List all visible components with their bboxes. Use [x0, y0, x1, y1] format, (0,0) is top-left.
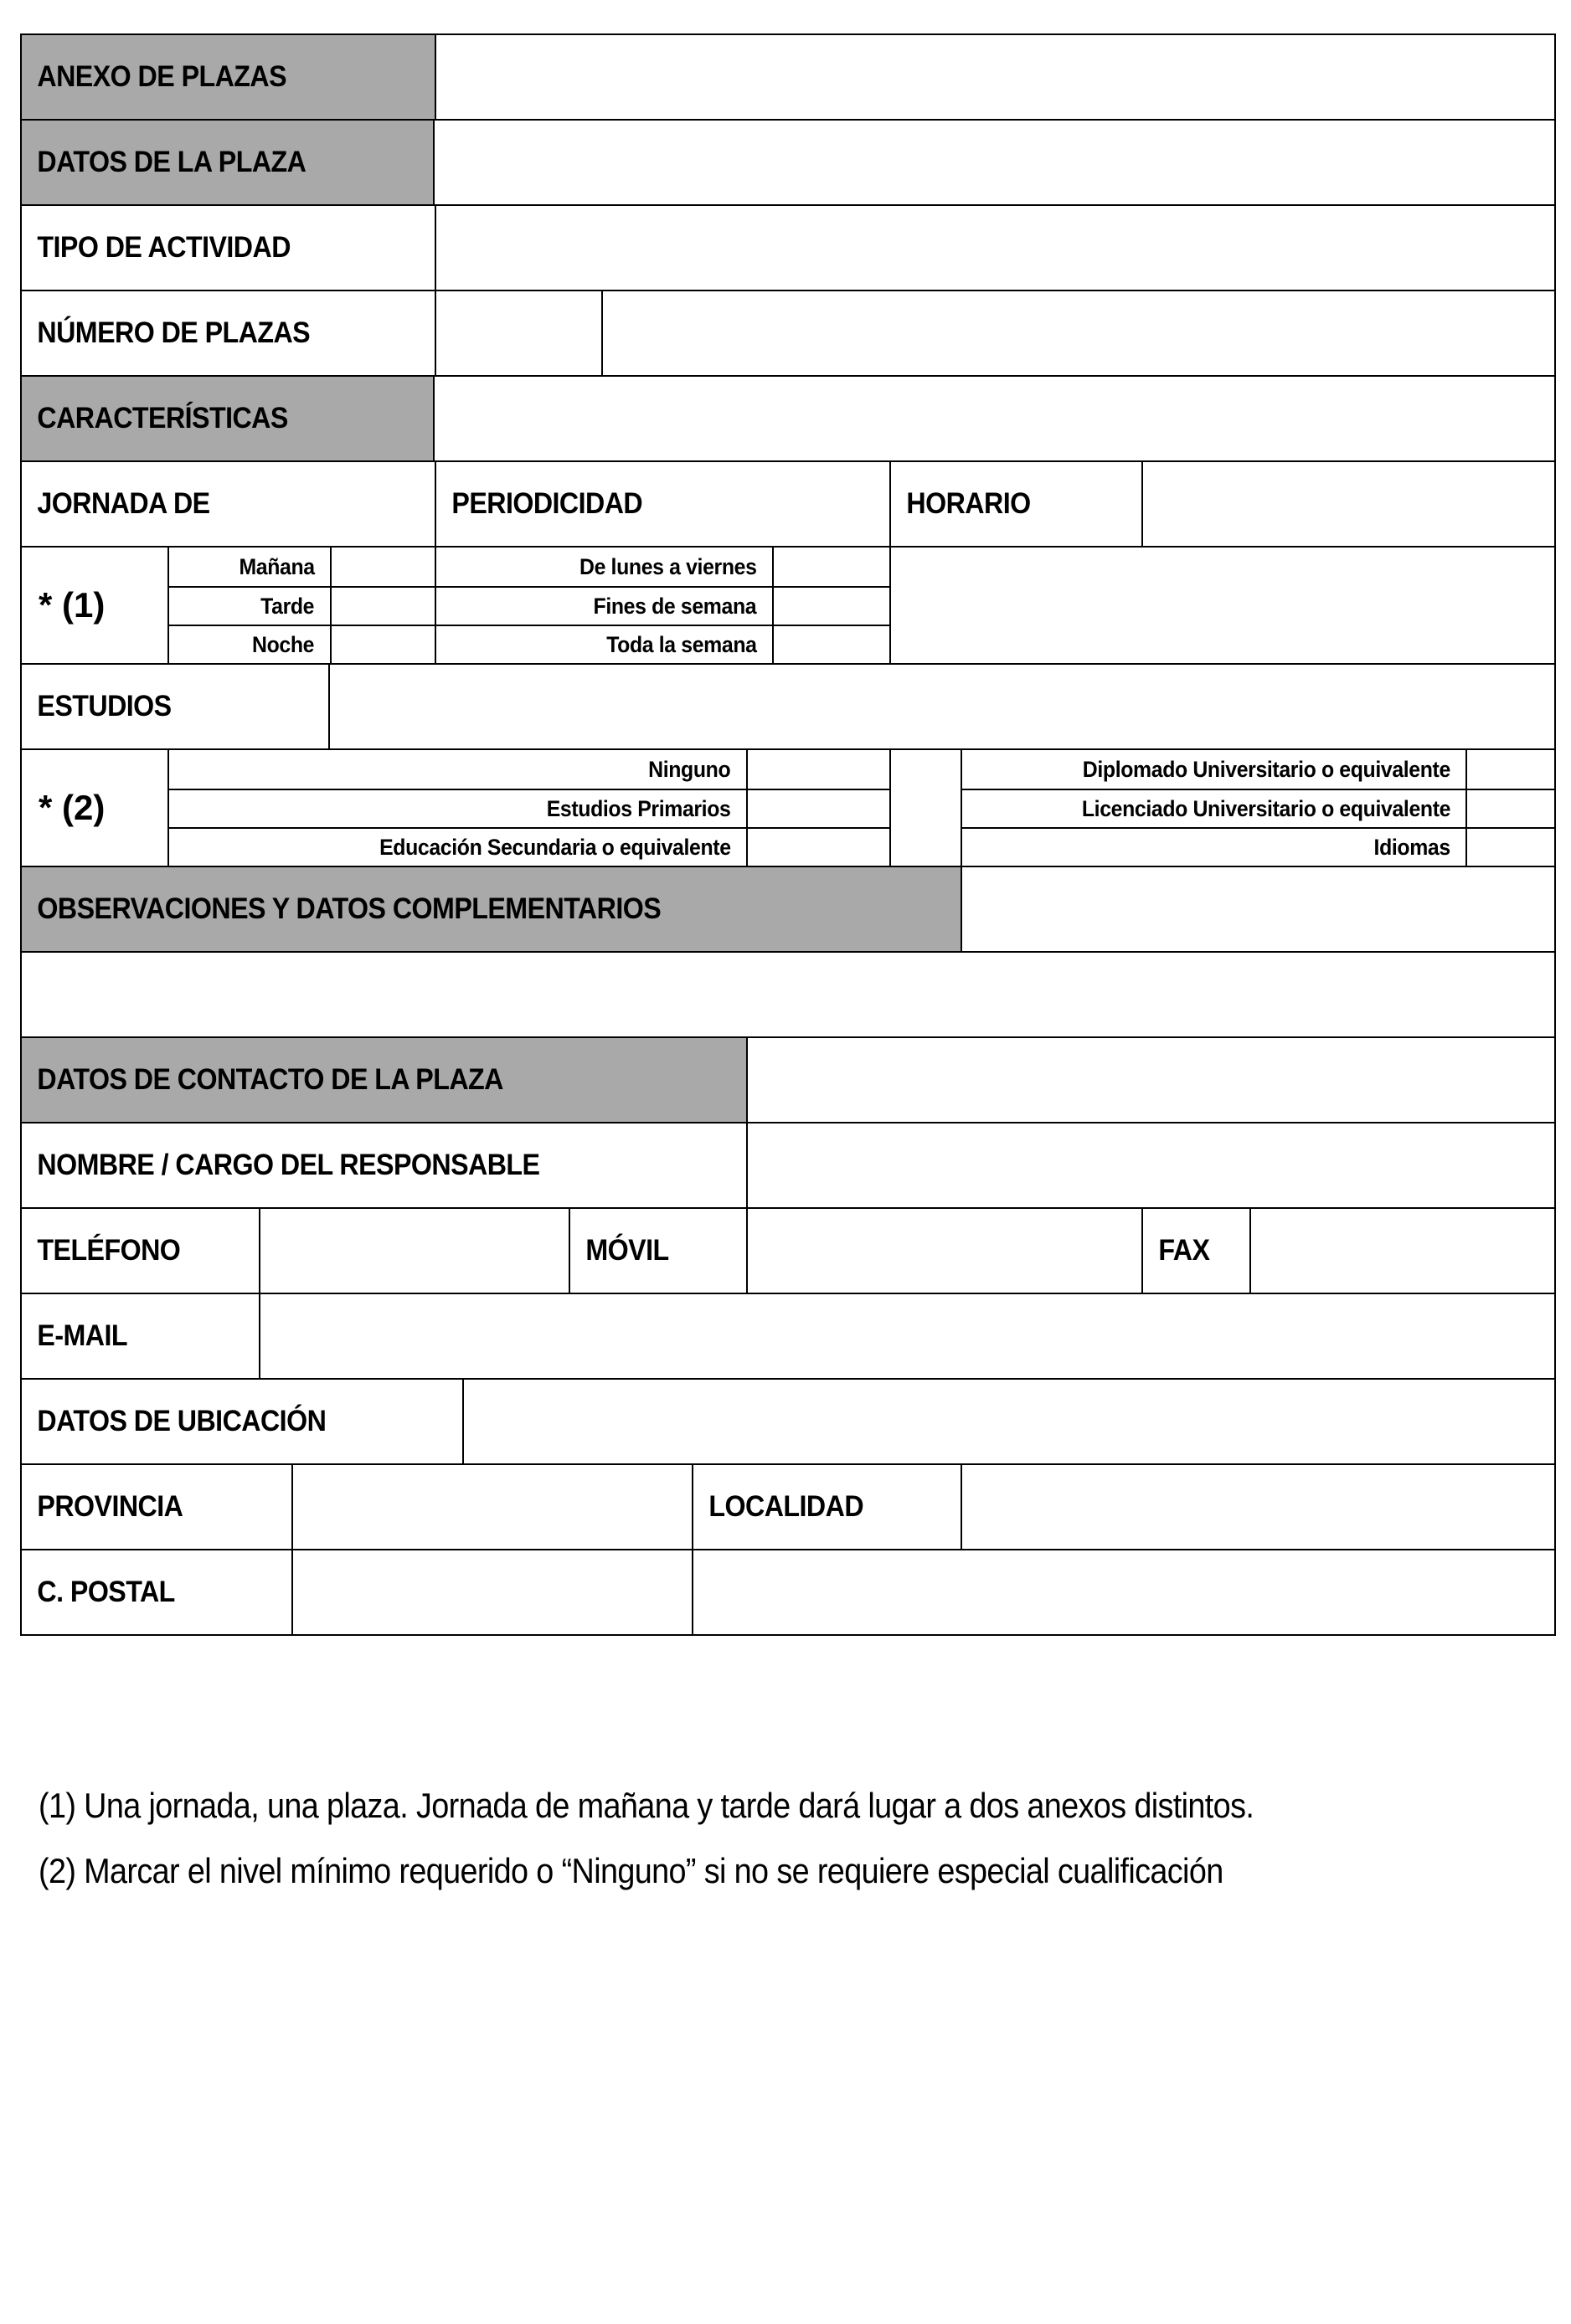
estudios-option-licenciado: [961, 789, 1467, 829]
estudios-option-label: Idiomas: [1373, 834, 1450, 860]
movil-field[interactable]: [746, 1207, 1143, 1294]
horario-label: HORARIO: [906, 487, 1031, 520]
anexo-de-plazas-field[interactable]: [435, 33, 1556, 121]
estudios-option-label: Ninguno: [648, 756, 731, 782]
periodicidad-toda-semana-checkbox[interactable]: [772, 625, 891, 665]
movil-cell: [569, 1207, 748, 1294]
jornada-de-label: JORNADA DE: [37, 487, 210, 520]
observaciones-side-field[interactable]: [961, 866, 1556, 953]
anexo-de-plazas-header: [20, 33, 436, 121]
jornada-de-cell: [20, 460, 436, 548]
jornada-option-label: Tarde: [260, 593, 315, 619]
c-postal-label: C. POSTAL: [37, 1576, 175, 1608]
footnote-1: (1) Una jornada, una plaza. Jornada de mañana y tarde dará lugar a dos anexos distintos.: [39, 1786, 1254, 1825]
estudios-option-primarios: [167, 789, 748, 829]
estudios-cell: [20, 663, 330, 750]
footnotes: [39, 1773, 1529, 1904]
observaciones-header: [20, 866, 962, 953]
estudios-option-diplomado: [961, 748, 1467, 790]
ref2-marker: * (2): [39, 788, 106, 827]
localidad-field[interactable]: [961, 1463, 1556, 1550]
ref1-cell: [20, 546, 169, 665]
datos-ubicacion-cell: [20, 1378, 464, 1465]
nombre-cargo-cell: [20, 1122, 748, 1209]
c-postal-cell: [20, 1549, 293, 1636]
footnote-2: (2) Marcar el nivel mínimo requerido o “Ninguno” si no se requiere especial cualificación: [39, 1851, 1223, 1890]
estudios-option-label: Estudios Primarios: [546, 795, 731, 821]
nombre-cargo-field[interactable]: [746, 1122, 1556, 1209]
jornada-noche-checkbox[interactable]: [330, 625, 436, 665]
ref2-cell: [20, 748, 169, 867]
datos-ubicacion-field[interactable]: [462, 1378, 1556, 1465]
tipo-de-actividad-cell: [20, 204, 436, 291]
estudios-option-label: Diplomado Universitario o equivalente: [1082, 756, 1450, 782]
datos-de-la-plaza-header: [20, 119, 435, 206]
fax-cell: [1141, 1207, 1251, 1294]
jornada-option-noche: [167, 625, 332, 665]
horario-field[interactable]: [1141, 460, 1556, 548]
caracteristicas-header: [20, 375, 435, 462]
periodicidad-fines-semana-checkbox[interactable]: [772, 586, 891, 626]
estudios-field[interactable]: [328, 663, 1556, 750]
periodicidad-label: PERIODICIDAD: [451, 487, 643, 520]
provincia-field[interactable]: [291, 1463, 693, 1550]
numero-de-plazas-extra-field[interactable]: [601, 290, 1556, 377]
periodicidad-option-label: Fines de semana: [593, 593, 757, 619]
telefono-field[interactable]: [259, 1207, 570, 1294]
datos-de-la-plaza-field[interactable]: [433, 119, 1556, 206]
estudios-licenciado-checkbox[interactable]: [1465, 789, 1556, 829]
periodicidad-lunes-viernes-checkbox[interactable]: [772, 546, 891, 588]
email-field[interactable]: [259, 1293, 1556, 1380]
localidad-label: LOCALIDAD: [708, 1490, 864, 1523]
datos-contacto-header: [20, 1036, 748, 1123]
periodicidad-option-lunes-viernes: [435, 546, 774, 588]
datos-de-la-plaza-label: DATOS DE LA PLAZA: [37, 146, 306, 178]
jornada-option-label: Mañana: [239, 553, 315, 579]
telefono-label: TELÉFONO: [37, 1234, 181, 1267]
estudios-label: ESTUDIOS: [37, 690, 172, 722]
estudios-option-secundaria: [167, 827, 748, 867]
numero-de-plazas-cell: [20, 290, 436, 377]
periodicidad-option-label: De lunes a viernes: [579, 553, 757, 579]
provincia-label: PROVINCIA: [37, 1490, 183, 1523]
estudios-ninguno-checkbox[interactable]: [746, 748, 891, 790]
numero-de-plazas-label: NÚMERO DE PLAZAS: [37, 316, 311, 349]
fax-field[interactable]: [1249, 1207, 1556, 1294]
c-postal-extra-field[interactable]: [692, 1549, 1556, 1636]
estudios-option-label: Licenciado Universitario o equivalente: [1081, 795, 1450, 821]
estudios-primarios-checkbox[interactable]: [746, 789, 891, 829]
tipo-de-actividad-field[interactable]: [435, 204, 1556, 291]
datos-ubicacion-label: DATOS DE UBICACIÓN: [37, 1405, 327, 1437]
estudios-option-idiomas: [961, 827, 1467, 867]
telefono-cell: [20, 1207, 260, 1294]
estudios-spacer: [889, 748, 962, 867]
jornada-option-manana: [167, 546, 332, 588]
caracteristicas-field[interactable]: [433, 375, 1556, 462]
periodicidad-option-toda-semana: [435, 625, 774, 665]
jornada-option-label: Noche: [252, 631, 315, 657]
plaza-annex-form: [20, 33, 1556, 1644]
anexo-de-plazas-label: ANEXO DE PLAZAS: [37, 60, 287, 93]
estudios-option-label: Educación Secundaria o equivalente: [379, 834, 731, 860]
movil-label: MÓVIL: [585, 1234, 669, 1267]
jornada-tarde-checkbox[interactable]: [330, 586, 436, 626]
numero-de-plazas-field[interactable]: [435, 290, 603, 377]
email-label: E-MAIL: [37, 1319, 127, 1352]
estudios-option-ninguno: [167, 748, 748, 790]
fax-label: FAX: [1158, 1234, 1210, 1267]
horario-detail-field[interactable]: [889, 546, 1556, 665]
tipo-de-actividad-label: TIPO DE ACTIVIDAD: [37, 231, 291, 264]
caracteristicas-label: CARACTERÍSTICAS: [37, 402, 288, 434]
periodicidad-option-label: Toda la semana: [606, 631, 757, 657]
estudios-idiomas-checkbox[interactable]: [1465, 827, 1556, 867]
estudios-secundaria-checkbox[interactable]: [746, 827, 891, 867]
datos-contacto-field[interactable]: [746, 1036, 1556, 1123]
c-postal-field[interactable]: [291, 1549, 693, 1636]
datos-contacto-label: DATOS DE CONTACTO DE LA PLAZA: [37, 1063, 503, 1096]
jornada-option-tarde: [167, 586, 332, 626]
estudios-diplomado-checkbox[interactable]: [1465, 748, 1556, 790]
provincia-cell: [20, 1463, 293, 1550]
jornada-manana-checkbox[interactable]: [330, 546, 436, 588]
observaciones-label: OBSERVACIONES Y DATOS COMPLEMENTARIOS: [37, 892, 662, 925]
observaciones-field[interactable]: [20, 951, 1556, 1038]
horario-cell: [889, 460, 1143, 548]
ref1-marker: * (1): [39, 585, 106, 625]
email-cell: [20, 1293, 260, 1380]
localidad-cell: [692, 1463, 962, 1550]
periodicidad-cell: [435, 460, 891, 548]
nombre-cargo-label: NOMBRE / CARGO DEL RESPONSABLE: [37, 1149, 540, 1181]
periodicidad-option-fines-semana: [435, 586, 774, 626]
